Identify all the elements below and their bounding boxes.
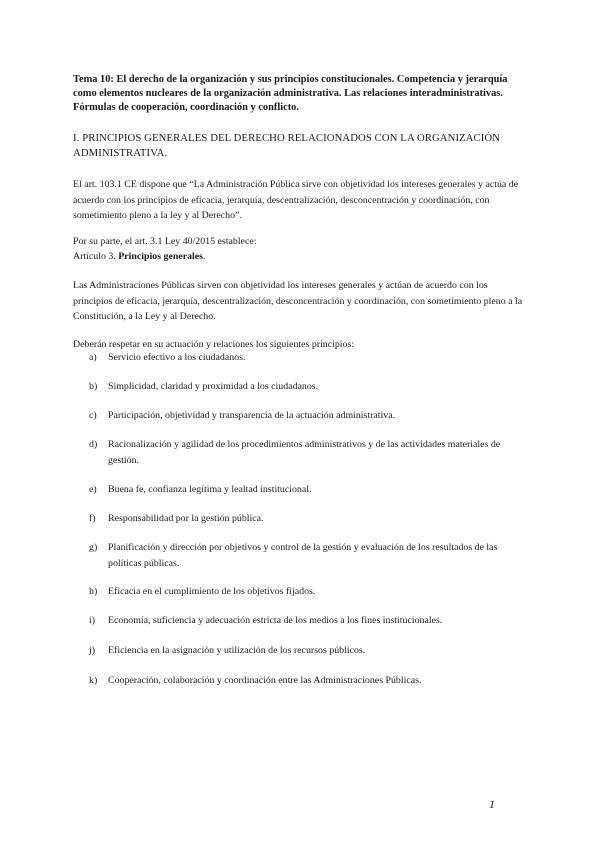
list-marker: j) xyxy=(89,645,96,656)
list-marker: k) xyxy=(89,675,98,686)
list-item-text: Servicio efectivo a los ciudadanos. xyxy=(108,352,246,363)
page-number: 1 xyxy=(489,797,495,811)
list-item xyxy=(89,379,519,395)
paragraph-law-intro: Por su parte, el art. 3.1 Ley 40/2015 establece: xyxy=(73,236,257,247)
list-item-text: Eficiencia en la asignación y utilización de los recursos públicos. xyxy=(108,645,366,656)
paragraph-administrations: Las Administraciones Públicas sirven con objetividad los intereses generales y actúan de acuerdo con los principios de eficacia, jerarquía, descentralización, desconcentración y coordinación, con sometimiento pleno a la Constitución, a la Ley y al Derecho. xyxy=(73,280,523,322)
list-item xyxy=(89,613,519,629)
list-item xyxy=(89,437,519,468)
list-item xyxy=(89,540,519,571)
list-marker: d) xyxy=(89,439,98,450)
list-item xyxy=(89,350,519,366)
list-item xyxy=(89,643,519,659)
article-title: Principios generales xyxy=(118,251,204,262)
list-item-text: Cooperación, colaboración y coordinación entre las Administraciones Públicas. xyxy=(108,675,422,686)
list-marker: g) xyxy=(89,542,98,553)
list-item xyxy=(89,511,519,527)
section-heading: I. PRINCIPIOS GENERALES DEL DERECHO RELACIONADOS CON LA ORGANIZACIÓN ADMINISTRATIVA. xyxy=(73,132,501,159)
list-item xyxy=(89,482,519,498)
list-item-text: Responsabilidad por la gestión pública. xyxy=(108,513,264,524)
list-marker: f) xyxy=(89,513,96,524)
paragraph-article-line xyxy=(73,249,528,265)
list-marker: e) xyxy=(89,484,97,495)
list-marker: i) xyxy=(89,615,96,626)
list-item-text: Planificación y dirección por objetivos y control de la gestión y evaluación de los resultados de las políticas públicas. xyxy=(108,542,498,569)
list-item-text: Racionalización y agilidad de los procedimientos administrativos y de las actividades materiales de gestión. xyxy=(108,439,501,466)
list-marker: b) xyxy=(89,381,98,392)
list-item xyxy=(89,584,519,600)
list-item-text: Simplicidad, claridad y proximidad a los ciudadanos. xyxy=(108,381,319,392)
list-item xyxy=(89,673,519,689)
paragraph-constitution: El art. 103.1 CE dispone que “La Administración Pública sirve con objetividad los intereses generales y actúa de acuerdo con los principios de eficacia, jerarquía, descentralización, desconcentración y coordinación, con sometimiento pleno a la ley y al Derecho”. xyxy=(73,179,519,221)
article-prefix: Artículo 3. xyxy=(73,251,119,262)
list-item xyxy=(89,408,519,424)
article-suffix: . xyxy=(203,251,206,262)
list-item-text: Buena fe, confianza legítima y lealtad institucional. xyxy=(108,484,312,495)
list-marker: a) xyxy=(89,352,97,363)
paragraph-principles-intro: Deberán respetar en su actuación y relaciones los siguientes principios: xyxy=(73,339,355,350)
list-marker: h) xyxy=(89,586,98,597)
list-item-text: Participación, objetividad y transparencia de la actuación administrativa. xyxy=(108,410,396,421)
list-item-text: Economía, suficiencia y adecuación estricta de los medios a los fines institucionales. xyxy=(108,615,443,626)
list-item-text: Eficacia en el cumplimiento de los objetivos fijados. xyxy=(108,586,316,597)
document-title: Tema 10: El derecho de la organización y sus principios constitucionales. Competencia y jerarquía como elementos nucleares de la organización administrativa. Las relaciones interadministrativas. Fórmulas de cooperación, coordinación y conflicto. xyxy=(73,74,508,114)
list-marker: c) xyxy=(89,410,97,421)
